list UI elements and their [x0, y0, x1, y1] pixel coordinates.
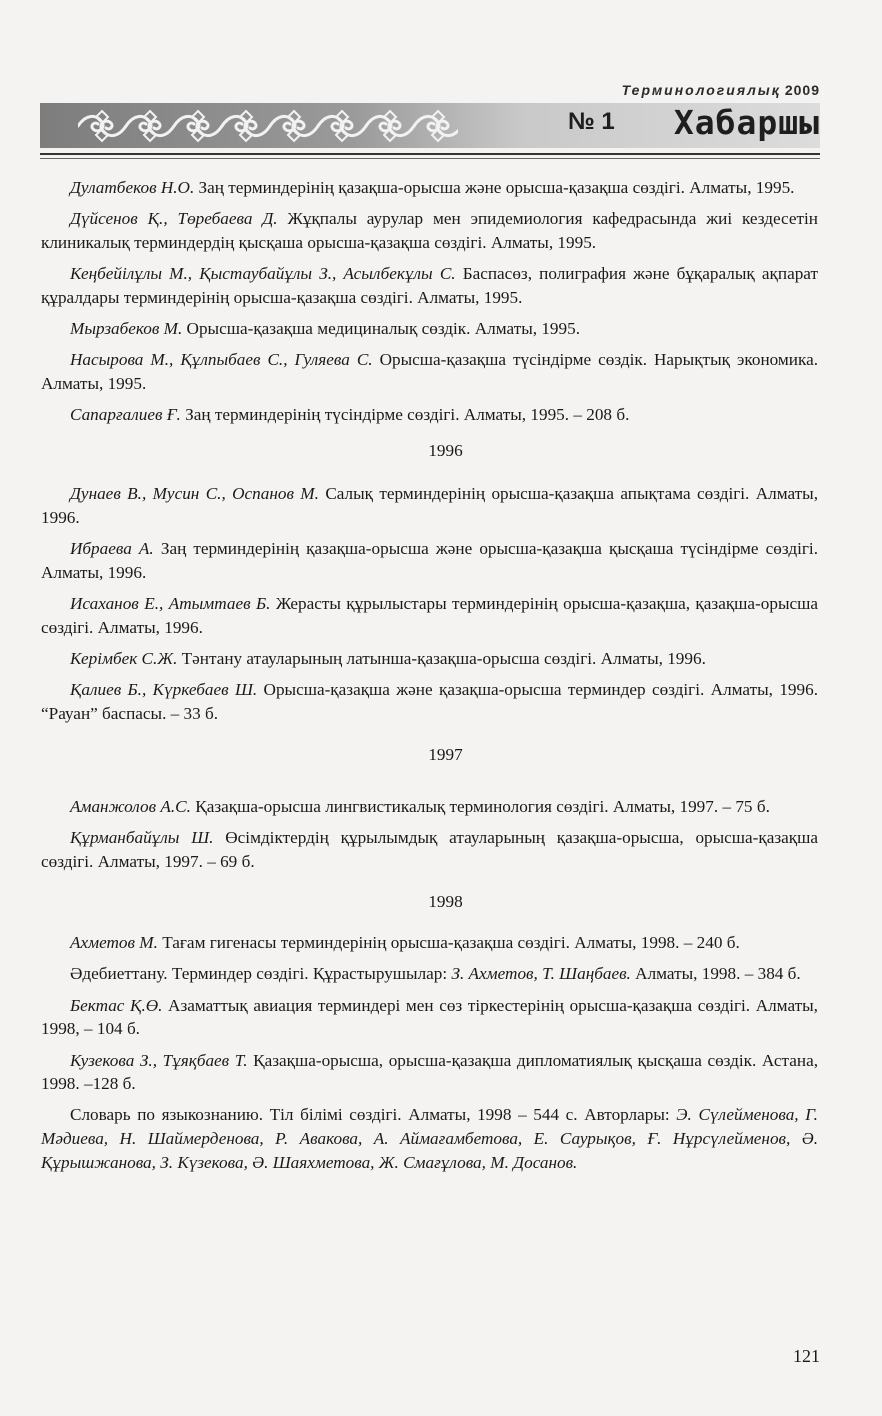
bib-entry: [41, 994, 818, 1041]
entry-text: Орысша-қазақша жəне қазақша-орысша терминдер сөздігі. Алматы, 1996. “Рауан” баспасы. – 33 б.: [41, 680, 818, 723]
entry-text: Өсімдіктердің құрылымдық атауларының қазақша-орысша, орысша-қазақша сөздігі. Алматы, 1997. – 69 б.: [41, 828, 818, 871]
entry-author: Э. Сүлейменова, Г. Мәдиева, Н. Шаймерденова, Р. Авакова, А. Аймағамбетова, Е. Саурықов, Ғ. Нұрсүлейменов, Ә. Құрышжанова, З. Күзекова, Ә. Шаяхметова, Ж. Смағұлова, М. Досанов.: [41, 1105, 818, 1172]
entry-text: Баспасөз, полиграфия жəне бұқаралық ақпарат құралдары терминдерінің орысша-қазақша сөздігі. Алматы, 1995.: [41, 264, 818, 307]
entry-author: Дүйсенов Қ., Төребаева Д.: [70, 209, 278, 229]
bib-entry: [41, 537, 818, 584]
year-heading: 1997: [428, 745, 463, 765]
entry-author: Ахметов М.: [70, 933, 158, 953]
entry-author: Құрманбайұлы Ш.: [70, 828, 214, 848]
entry-author: Дунаев В., Мусин С., Оспанов М.: [70, 484, 319, 504]
entry-author: Исаханов Е., Атымтаев Б.: [70, 594, 271, 614]
entry-text: Орысша-қазақша медициналық сөздік. Алматы, 1995.: [182, 319, 581, 339]
bib-entry: [41, 1049, 818, 1096]
entry-text: Заң терминдерінің қазақша-орысша жəне орысша-қазақша сөздігі. Алматы, 1995.: [194, 178, 795, 197]
entry-author: Қалиев Б., Күркебаев Ш.: [70, 680, 258, 700]
journal-top-label: Терминологиялық: [621, 82, 781, 98]
entry-author: Керімбек С.Ж.: [70, 649, 178, 668]
entry-text: Жұқпалы аурулар мен эпидемиология кафедрасында жиі кездесетін клиникалық терминдердің қысқаша орысша-қазақша сөздігі. Алматы, 1995.: [41, 209, 818, 252]
bib-entry: [41, 678, 818, 725]
entry-text: Заң терминдерінің қазақша-орысша жəне орысша-қазақша қысқаша түсіндірме сөздігі. Алматы, 1996.: [41, 539, 819, 582]
entry-prefix: Словарь по языкознанию. Тіл білімі сөздігі. Алматы, 1998 – 544 с. Авторлары:: [70, 1105, 677, 1125]
bib-entry: [41, 592, 818, 639]
entry-author: Бектас Қ.Ө.: [70, 995, 163, 1015]
bib-entry: [41, 403, 818, 427]
entry-text: Алматы, 1998. – 384 б.: [630, 964, 801, 984]
bib-entry: [41, 262, 818, 309]
entry-text: Қазақша-орысша лингвистикалық терминология сөздігі. Алматы, 1997. – 75 б.: [190, 797, 770, 817]
bib-entry: [41, 931, 818, 955]
year-heading: 1996: [428, 440, 463, 460]
header-rule-thin: [40, 158, 820, 159]
entry-author: Кузекова З., Тұяқбаев Т.: [70, 1050, 248, 1070]
entry-text: Заң терминдерінің түсіндірме сөздігі. Алматы, 1995. – 208 б.: [180, 405, 630, 425]
ornament-pattern: [78, 108, 458, 144]
bib-entry: [41, 647, 818, 671]
page-number: 121: [793, 1346, 820, 1366]
year-heading: 1998: [428, 891, 463, 911]
entry-author: Сапарғалиев Ғ.: [70, 405, 181, 425]
entry-text: Азаматтық авиация терминдері мен сөз тіркестерінің орысша-қазақша сөздігі. Алматы, 1998, – 104 б.: [41, 995, 818, 1039]
journal-name: Хабаршы: [673, 103, 820, 142]
running-header: [622, 82, 820, 98]
bib-entry: [41, 176, 818, 200]
header-year: 2009: [784, 82, 820, 98]
entry-author: Аманжолов А.С.: [70, 797, 191, 817]
bib-entry: [41, 482, 818, 529]
entry-text: Тəнтану атауларының латынша-қазақша-орысша сөздігі. Алматы, 1996.: [177, 649, 706, 668]
entry-author: Дулатбеков Н.О.: [70, 178, 195, 197]
entry-text: Тағам гигенасы терминдерінің орысша-қазақша сөздігі. Алматы, 1998. – 240 б.: [157, 933, 740, 953]
entry-text: Қазақша-орысша, орысша-қазақша дипломатиялық қысқаша сөздік. Астана, 1998. –128 б.: [41, 1050, 818, 1094]
bibliography: [41, 176, 818, 1182]
entry-author: Насырова М., Құлпыбаев С., Гуляева С.: [70, 350, 373, 370]
bib-entry: [41, 795, 818, 819]
header-rule: [40, 153, 820, 155]
issue-number: № 1: [568, 108, 615, 135]
entry-text: Жерасты құрылыстары терминдерінің орысша-қазақша, қазақша-орысша сөздігі. Алматы, 1996.: [41, 594, 818, 637]
bib-entry: [41, 317, 818, 341]
entry-author: Мырзабеков М.: [70, 319, 183, 339]
entry-prefix: Əдебиеттану. Терминдер сөздігі. Құрастырушылар:: [70, 964, 452, 984]
entry-text: Салық терминдерінің орысша-қазақша апықтама сөздігі. Алматы, 1996.: [41, 484, 819, 527]
bib-entry: [41, 348, 818, 395]
entry-author: Ибраева А.: [70, 539, 154, 559]
bib-entry: [41, 962, 818, 986]
entry-author: З. Ахметов, Т. Шаңбаев.: [451, 964, 631, 984]
entry-text: Орысша-қазақша түсіндірме сөздік. Нарықтық экономика. Алматы, 1995.: [41, 350, 818, 393]
bib-entry: [41, 207, 818, 254]
entry-author: Кеңбейілұлы М., Қыстаубайұлы З., Асылбекұлы С.: [70, 264, 456, 284]
bib-entry: [41, 826, 818, 873]
bib-entry: [41, 1103, 818, 1174]
